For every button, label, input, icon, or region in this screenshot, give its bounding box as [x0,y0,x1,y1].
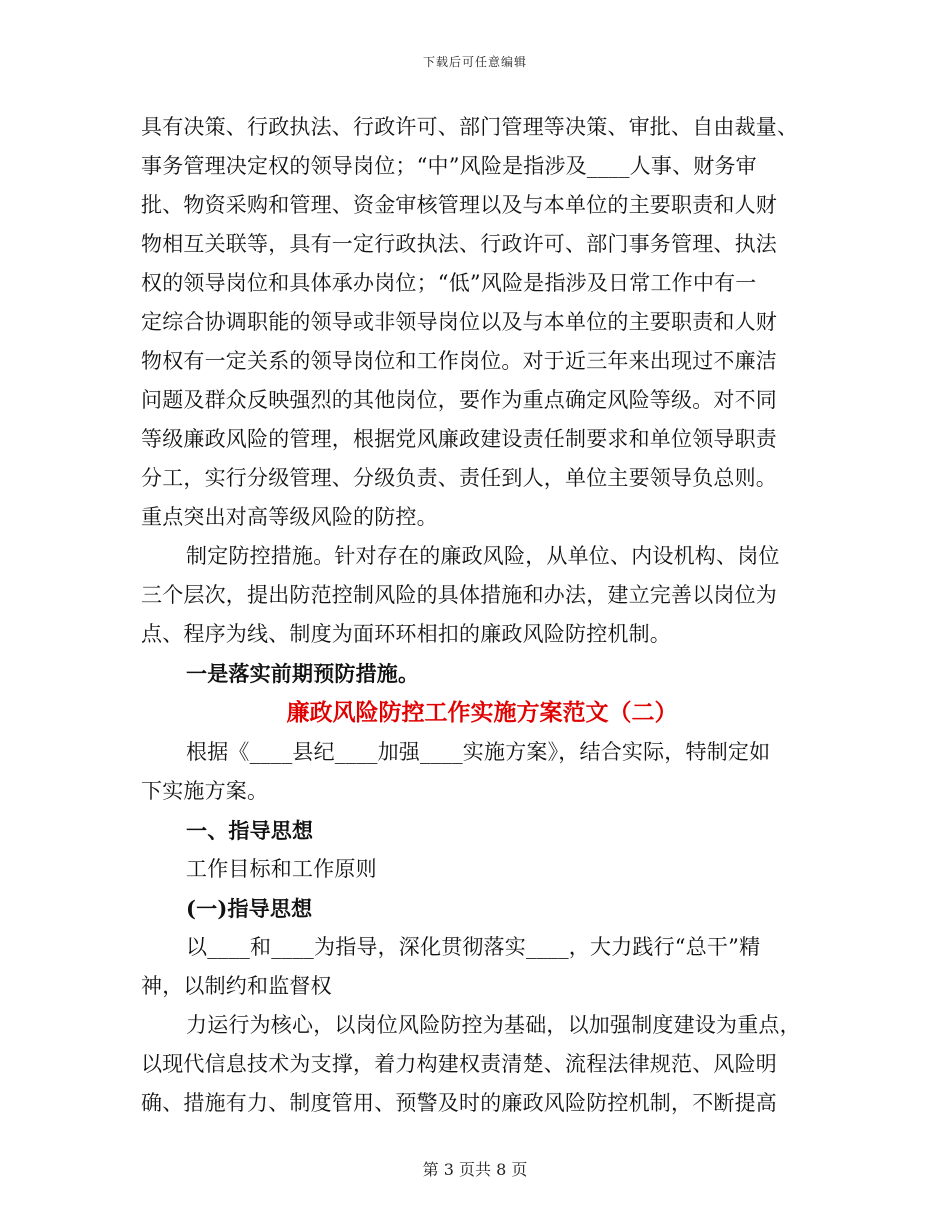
paragraph-line: 事务管理决定权的领导岗位；“中”风险是指涉及____人事、财务审 [141,154,757,178]
paragraph-line: 根据《____县纪____加强____实施方案》，结合实际，特制定如 [186,740,771,764]
document-body [141,108,811,1123]
paragraph-line: 力运行为核心，以岗位风险防控为基础，以加强制度建设为重点， [186,1013,801,1037]
paragraph-line: 神，以制约和监督权 [141,974,332,998]
paragraph-line: 确、措施有力、制度管用、预警及时的廉政风险防控机制，不断提高 [141,1091,777,1115]
paragraph-line: 批、物资采购和管理、资金审核管理以及与本单位的主要职责和人财 [141,193,777,217]
paragraph-line: 权的领导岗位和具体承办岗位；“低”风险是指涉及日常工作中有一 [141,271,757,295]
paragraph-line: 制定防控措施。针对存在的廉政风险，从单位、内设机构、岗位 [186,544,780,568]
paragraph-line: 工作目标和工作原则 [186,857,377,881]
paragraph-line: 三个层次，提出防范控制风险的具体措施和办法，建立完善以岗位为 [141,583,777,607]
paragraph-line: 物权有一定关系的领导岗位和工作岗位。对于近三年来出现过不廉洁 [141,349,777,373]
heading-guiding-ideology: 一、指导思想 [186,818,314,843]
paragraph-line: 分工，实行分级管理、分级负责、责任到人，单位主要领导负总则。 [141,466,777,490]
subheading-guiding-ideology: (一)指导思想 [186,896,313,921]
paragraph-line: 点、程序为线、制度为面环环相扣的廉政风险防控机制。 [141,622,671,646]
paragraph-line: 等级廉政风险的管理，根据党风廉政建设责任制要求和单位领导职责 [141,427,777,451]
paragraph-line: 具有决策、行政执法、行政许可、部门管理等决策、审批、自由裁量、 [141,115,799,139]
paragraph-line: 下实施方案。 [141,779,269,803]
paragraph-line: 定综合协调职能的领导或非领导岗位以及与本单位的主要职责和人财 [141,310,777,334]
page-header: 下载后可任意编辑 [422,55,527,69]
paragraph-line: 问题及群众反映强烈的其他岗位，要作为重点确定风险等级。对不同 [141,388,777,412]
paragraph-line: 以____和____为指导，深化贯彻落实____，大力践行“总干”精 [186,935,761,959]
paragraph-line: 物相互关联等，具有一定行政执法、行政许可、部门事务管理、执法 [141,232,777,256]
bold-subheading: 一是落实前期预防措施。 [186,661,420,686]
paragraph-line: 重点突出对高等级风险的防控。 [141,505,438,529]
page-footer: 第 3 页共 8 页 [422,1160,528,1179]
section-title: 廉政风险防控工作实施方案范文（二） [286,699,678,726]
paragraph-line: 以现代信息技术为支撑，着力构建权责清楚、流程法律规范、风险明 [141,1052,777,1076]
